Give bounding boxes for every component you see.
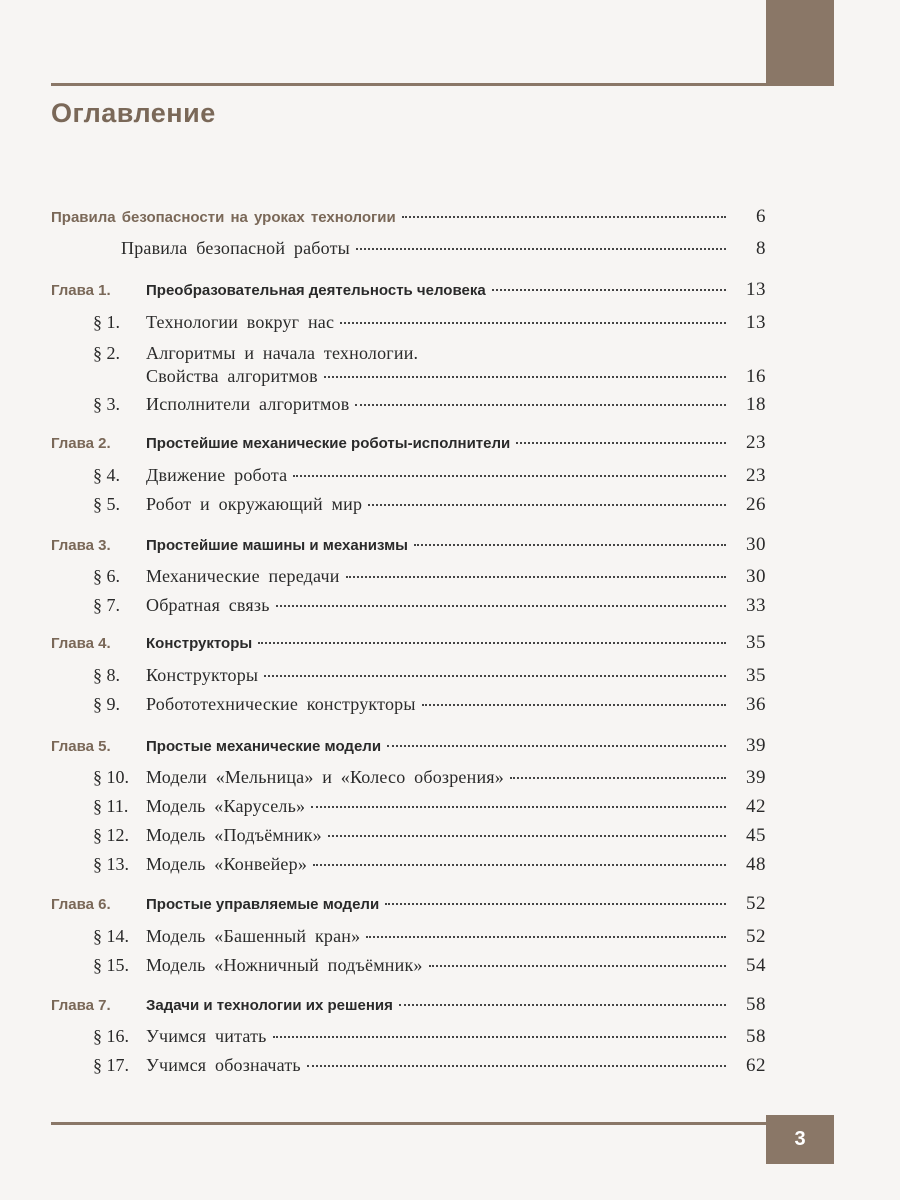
toc-entry-safety-rules[interactable] xyxy=(51,206,766,234)
toc-chapter-4[interactable] xyxy=(51,632,766,660)
section-number: § 6. xyxy=(93,566,120,586)
section-title-line1[interactable]: Алгоритмы и начала технологии. xyxy=(146,343,419,363)
toc-section-10[interactable] xyxy=(51,767,766,795)
chapter-label: Глава 7. xyxy=(51,997,111,1014)
chapter-label: Глава 3. xyxy=(51,537,111,554)
dot-leader xyxy=(385,903,726,905)
dot-leader xyxy=(276,605,726,607)
toc-section-8[interactable] xyxy=(51,665,766,693)
section-number: § 11. xyxy=(93,796,129,816)
section-number: § 8. xyxy=(93,665,120,685)
dot-leader xyxy=(422,704,726,706)
toc-section-12[interactable] xyxy=(51,825,766,853)
dot-leader xyxy=(293,475,726,477)
toc-chapter-1[interactable] xyxy=(51,279,766,307)
chapter-title: Конструкторы xyxy=(146,635,253,652)
page-ref: 13 xyxy=(746,279,766,300)
page-ref: 54 xyxy=(746,955,766,976)
chapter-label: Глава 4. xyxy=(51,635,111,652)
page-ref: 42 xyxy=(746,796,766,817)
dot-leader xyxy=(492,289,726,291)
dot-leader xyxy=(328,835,726,837)
chapter-title: Преобразовательная деятельность человека xyxy=(146,282,486,299)
section-number: § 15. xyxy=(93,955,129,975)
section-number: § 7. xyxy=(93,595,120,615)
page-ref: 26 xyxy=(746,494,766,515)
toc-section-15[interactable] xyxy=(51,955,766,983)
page-ref: 35 xyxy=(746,665,766,686)
dot-leader xyxy=(258,642,726,644)
dot-leader xyxy=(429,965,726,967)
toc-section-4[interactable] xyxy=(51,465,766,493)
section-title: Конструкторы xyxy=(146,665,259,685)
page-ref: 62 xyxy=(746,1055,766,1076)
dot-leader xyxy=(516,442,726,444)
chapter-title: Задачи и технологии их решения xyxy=(146,997,393,1014)
section-number: § 3. xyxy=(93,394,120,414)
section-number: § 9. xyxy=(93,694,120,714)
section-number: § 1. xyxy=(93,312,120,332)
section-title: Модель «Ножничный подъёмник» xyxy=(146,955,423,975)
dot-leader xyxy=(402,216,726,218)
page-ref: 39 xyxy=(746,735,766,756)
dot-leader xyxy=(307,1065,726,1067)
chapter-title: Простые управляемые модели xyxy=(146,896,380,913)
toc-section-6[interactable] xyxy=(51,566,766,594)
section-number: § 2. xyxy=(93,343,120,363)
chapter-title: Простейшие механические роботы-исполнители xyxy=(146,435,511,452)
page-ref: 48 xyxy=(746,854,766,875)
chapter-title: Простейшие машины и механизмы xyxy=(146,537,408,554)
dot-leader xyxy=(311,806,726,808)
dot-leader xyxy=(510,777,726,779)
entry-title: Правила безопасной работы xyxy=(121,238,350,258)
bottom-rule xyxy=(51,1122,766,1125)
section-title: Модель «Башенный кран» xyxy=(146,926,361,946)
dot-leader xyxy=(366,936,726,938)
toc-section-9[interactable] xyxy=(51,694,766,722)
section-number: § 17. xyxy=(93,1055,129,1075)
section-title: Робототехнические конструкторы xyxy=(146,694,416,714)
page-ref: 18 xyxy=(746,394,766,415)
toc-section-3[interactable] xyxy=(51,394,766,422)
dot-leader xyxy=(355,404,726,406)
section-number: § 10. xyxy=(93,767,129,787)
page-ref: 35 xyxy=(746,632,766,653)
toc-section-5[interactable] xyxy=(51,494,766,522)
section-number: § 14. xyxy=(93,926,129,946)
page-ref: 23 xyxy=(746,465,766,486)
page-ref: 30 xyxy=(746,566,766,587)
section-title: Модель «Карусель» xyxy=(146,796,306,816)
section-title: Технологии вокруг нас xyxy=(146,312,335,332)
page-ref: 52 xyxy=(746,926,766,947)
chapter-label: Глава 6. xyxy=(51,896,111,913)
page-ref: 8 xyxy=(756,238,766,259)
dot-leader xyxy=(264,675,726,677)
entry-title: Правила безопасности на уроках технологии xyxy=(51,209,396,226)
section-title: Учимся читать xyxy=(146,1026,267,1046)
toc-section-11[interactable] xyxy=(51,796,766,824)
top-tab-decoration xyxy=(766,0,834,86)
dot-leader xyxy=(346,576,726,578)
section-title: Движение робота xyxy=(146,465,288,485)
toc-section-1[interactable] xyxy=(51,312,766,340)
toc-section-17[interactable] xyxy=(51,1055,766,1083)
page-ref: 30 xyxy=(746,534,766,555)
section-title: Модели «Мельница» и «Колесо обозрения» xyxy=(146,767,504,787)
toc-chapter-5[interactable] xyxy=(51,735,766,763)
page-ref: 45 xyxy=(746,825,766,846)
page-ref: 23 xyxy=(746,432,766,453)
toc-chapter-6[interactable] xyxy=(51,893,766,921)
page-ref: 16 xyxy=(746,366,766,387)
toc-section-14[interactable] xyxy=(51,926,766,954)
toc-section-16[interactable] xyxy=(51,1026,766,1054)
dot-leader xyxy=(368,504,726,506)
page-ref: 13 xyxy=(746,312,766,333)
section-number: § 5. xyxy=(93,494,120,514)
page-ref: 33 xyxy=(746,595,766,616)
section-title: Учимся обозначать xyxy=(146,1055,301,1075)
page-ref: 6 xyxy=(756,206,766,227)
toc-chapter-3[interactable] xyxy=(51,534,766,562)
page-title: Оглавление xyxy=(51,98,216,128)
toc-section-7[interactable] xyxy=(51,595,766,623)
dot-leader xyxy=(313,864,726,866)
section-title: Робот и окружающий мир xyxy=(146,494,363,514)
dot-leader xyxy=(387,745,726,747)
section-title: Модель «Конвейер» xyxy=(146,854,308,874)
dot-leader xyxy=(324,376,726,378)
section-title: Исполнители алгоритмов xyxy=(146,394,350,414)
toc-chapter-2[interactable] xyxy=(51,432,766,460)
chapter-title: Простые механические модели xyxy=(146,738,382,755)
page-ref: 39 xyxy=(746,767,766,788)
chapter-label: Глава 5. xyxy=(51,738,111,755)
dot-leader xyxy=(340,322,726,324)
toc-entry-safe-work[interactable] xyxy=(51,238,766,266)
section-title: Модель «Подъёмник» xyxy=(146,825,322,845)
toc-section-2[interactable] xyxy=(51,366,766,394)
section-title: Механические передачи xyxy=(146,566,340,586)
page-ref: 52 xyxy=(746,893,766,914)
dot-leader xyxy=(414,544,726,546)
dot-leader xyxy=(273,1036,726,1038)
section-title-line2: Свойства алгоритмов xyxy=(146,366,318,386)
page-ref: 58 xyxy=(746,994,766,1015)
dot-leader xyxy=(399,1004,726,1006)
section-number: § 13. xyxy=(93,854,129,874)
chapter-label: Глава 2. xyxy=(51,435,111,452)
section-number: § 16. xyxy=(93,1026,129,1046)
page-ref: 36 xyxy=(746,694,766,715)
page-number-tab: 3 xyxy=(766,1115,834,1164)
section-number: § 12. xyxy=(93,825,129,845)
toc-chapter-7[interactable] xyxy=(51,994,766,1022)
section-number: § 4. xyxy=(93,465,120,485)
dot-leader xyxy=(356,248,726,250)
chapter-label: Глава 1. xyxy=(51,282,111,299)
section-title: Обратная связь xyxy=(146,595,270,615)
toc-section-13[interactable] xyxy=(51,854,766,882)
top-rule xyxy=(51,83,766,86)
page-ref: 58 xyxy=(746,1026,766,1047)
